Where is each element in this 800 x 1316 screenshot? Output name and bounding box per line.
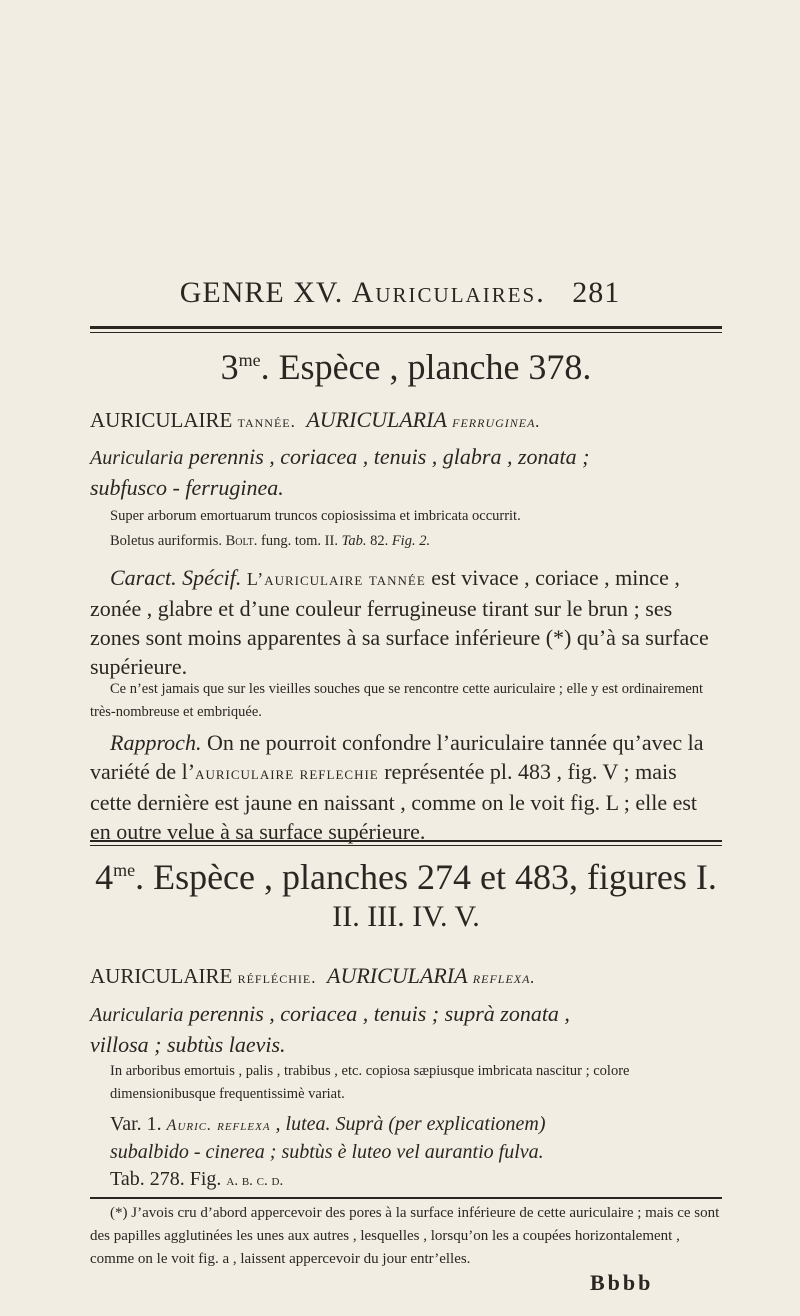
species-4-habitat: In arboribus emortuis , palis , trabibus , etc. copiosa sæpiusque imbricata nascitur ; colore dimensionibusque frequentissimè variat.	[110, 1063, 630, 1102]
header-genus: GENRE XV.	[179, 276, 344, 309]
species-3-rapproch: Rapproch. On ne pourroit confondre l’auriculaire tannée qu’avec la variété de l’auriculaire reflechie représentée pl. 483 , fig. V ; mais cette dernière est jaune en naissant , comme on le voit fig. L ; elle est en outre velue à sa surface supérieure.	[90, 730, 704, 844]
species-3-habitat: Super arborum emortuarum truncos copiosissima et imbricata occurrit.	[110, 508, 521, 524]
fr-name: AURICULAIRE	[90, 408, 233, 432]
footnote-rule	[90, 1197, 722, 1199]
lat-epithet: ferruginea.	[452, 412, 541, 431]
footnote: (*) J’avois cru d’abord appercevoir des pores à la surface inférieure de cette auriculaire ; mais ce sont des papilles agglutinées les unes aux autres , lesquelles , lorsqu’on les a coupées horizontalement , comme on le voit fig. a , laissent appercevoir du jour entr’elles.	[90, 1205, 720, 1267]
fr-epithet: tannée.	[237, 412, 296, 431]
species-3-names	[90, 407, 730, 433]
species-3-title: $3^{me}$. Espèce , planche 378.	[220, 347, 592, 387]
fr-epithet: réfléchie.	[237, 968, 317, 987]
page-number: 281	[572, 276, 621, 309]
species-3-caract: Caract. Spécif. L’auriculaire tannée est vivace , coriace , mince , zonée , glabre et d’une couleur ferrugineuse tirant sur le brun ; ses zones sont moins apparentes à sa surface inférieure (*) qu’à sa surface supérieure.	[90, 565, 709, 679]
species-3-observation: Ce n’est jamais que sur les vieilles souches que se rencontre cette auriculaire ; elle y est ordinairement très-nombreuse et embriquée.	[90, 681, 704, 720]
species-3-synonym: Boletus auriformis. Bolt. fung. tom. II. Tab. 82. Fig. 2.	[110, 533, 431, 549]
species-4-names	[90, 963, 730, 989]
header-rule	[90, 326, 722, 329]
species-4-title: $4^{me}$. Espèce , planches 274 et 483, figures I.	[95, 857, 717, 897]
header-rule-thin	[90, 332, 722, 333]
species-3-diagnosis: Auricularia perennis , coriacea , tenuis , glabra , zonata ; subfusco - ferruginea.	[90, 444, 590, 500]
lat-epithet: reflexa.	[472, 968, 536, 987]
lat-genus: AURICULARIA	[306, 407, 447, 432]
signature-mark: Bbbb	[590, 1270, 654, 1295]
species-4-diagnosis: Auricularia perennis , coriacea , tenuis ; suprà zonata , villosa ; subtùs laevis.	[90, 1001, 570, 1057]
section-rule-thin	[90, 845, 722, 846]
running-header	[0, 276, 800, 310]
fr-name: AURICULAIRE	[90, 964, 233, 988]
species-4-title-figs: II. III. IV. V.	[332, 900, 480, 933]
section-rule	[90, 840, 722, 842]
header-family: Auriculaires.	[351, 276, 546, 309]
species-4-variety: Var. 1. Auric. reflexa , lutea. Suprà (per explicationem) subalbido - cinerea ; subtùs è luteo vel aurantio fulva. Tab. 278. Fig. a. b. c. d.	[110, 1113, 546, 1190]
lat-genus: AURICULARIA	[327, 963, 468, 988]
